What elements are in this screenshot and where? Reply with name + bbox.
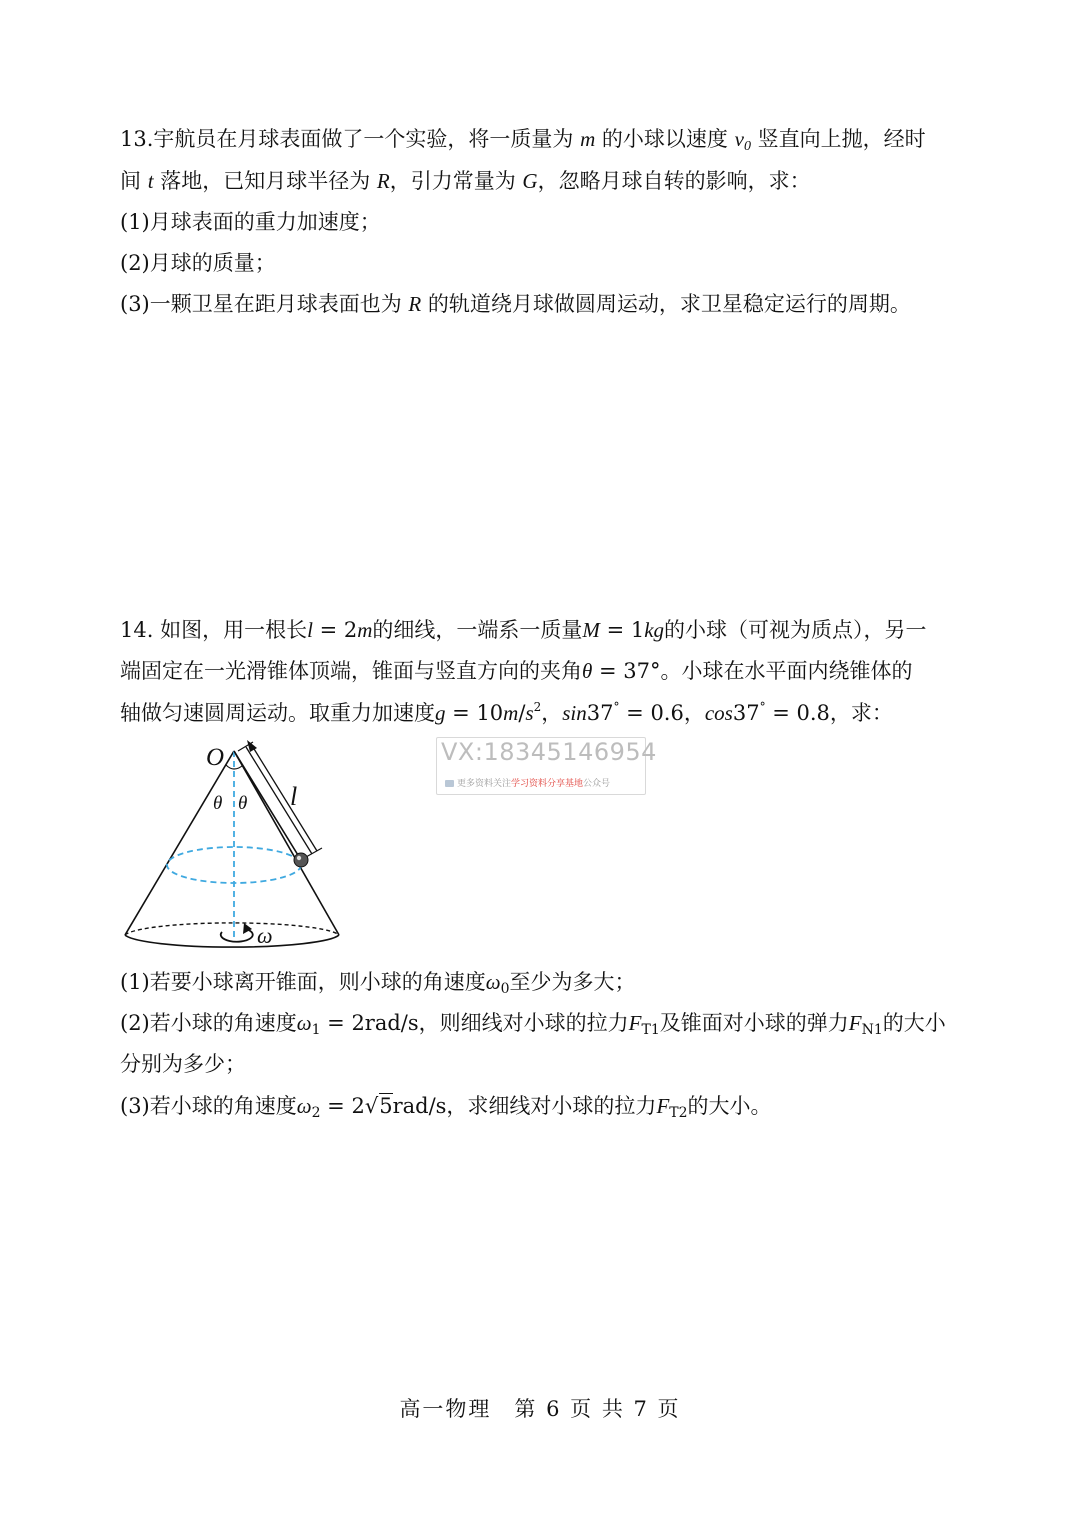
q14-part-1: (1)若要小球离开锥面，则小球的角速度$\omega_0$至少为多大； (120, 970, 636, 997)
q13-part-3: (3)一颗卫星在距月球表面也为 R 的轨道绕月球做圆周运动，求卫星稳定运行的周期。 (120, 292, 911, 316)
q13-part-2: (2)月球的质量； (120, 251, 276, 275)
length-marker-line (246, 747, 312, 854)
q14-part-2a: (2)若小球的角速度$\omega_1 = 2rad/s$，则细线对小球的拉力$F_{T1}$及锥面对小球的弹力$F_{N1}$的大小 (120, 1011, 946, 1038)
angle-arc-left (226, 765, 234, 769)
q14-part-2b: 分别为多少； (120, 1052, 246, 1076)
ball (294, 853, 308, 867)
cone-side-left (125, 751, 234, 935)
book-icon (445, 780, 454, 787)
label-theta-right: θ (238, 793, 248, 814)
label-omega: ω (257, 923, 273, 948)
q14-line-1: 14. 如图，用一根长l = 2m的细线，一端系一质量M = 1kg的小球（可视为质点），另一 (120, 618, 927, 642)
q14-line-3: 轴做匀速圆周运动。取重力加速度$g = 10m/s^2$，sin37° = 0.6，cos37° = 0.8，求： (120, 700, 893, 725)
page-footer: 高一物理 第 6 页 共 7 页 (399, 1397, 681, 1421)
watermark-subtext: 更多资料关注学习资料分享基地公众号 (445, 776, 641, 789)
q13-line-2: 间 t 落地，已知月球半径为 R，引力常量为 G，忽略月球自转的影响，求： (120, 169, 811, 193)
q13-part-1: (1)月球表面的重力加速度； (120, 210, 381, 234)
q13-line-1: 13.宇航员在月球表面做了一个实验，将一质量为 m 的小球以速度 $v_0$ 竖直向上抛，经时 (120, 127, 926, 154)
label-l: l (290, 782, 298, 811)
cone-side-right (234, 751, 339, 935)
label-o: O (206, 744, 225, 771)
watermark (436, 737, 657, 795)
q14-part-3: (3)若小球的角速度$\omega_2 = 2√5rad/s$，求细线对小球的拉力$F_{T2}$的大小。 (120, 1094, 772, 1121)
watermark-text: VX:18345146954 (441, 738, 657, 766)
angle-arc-right (234, 765, 243, 769)
cone-base-back (125, 923, 339, 935)
q14-line-2: 端固定在一光滑锥体顶端，锥面与竖直方向的夹角θ = 37°。小球在水平面内绕锥体的 (120, 659, 913, 683)
label-theta-left: θ (213, 793, 223, 814)
cone-diagram (110, 735, 360, 955)
